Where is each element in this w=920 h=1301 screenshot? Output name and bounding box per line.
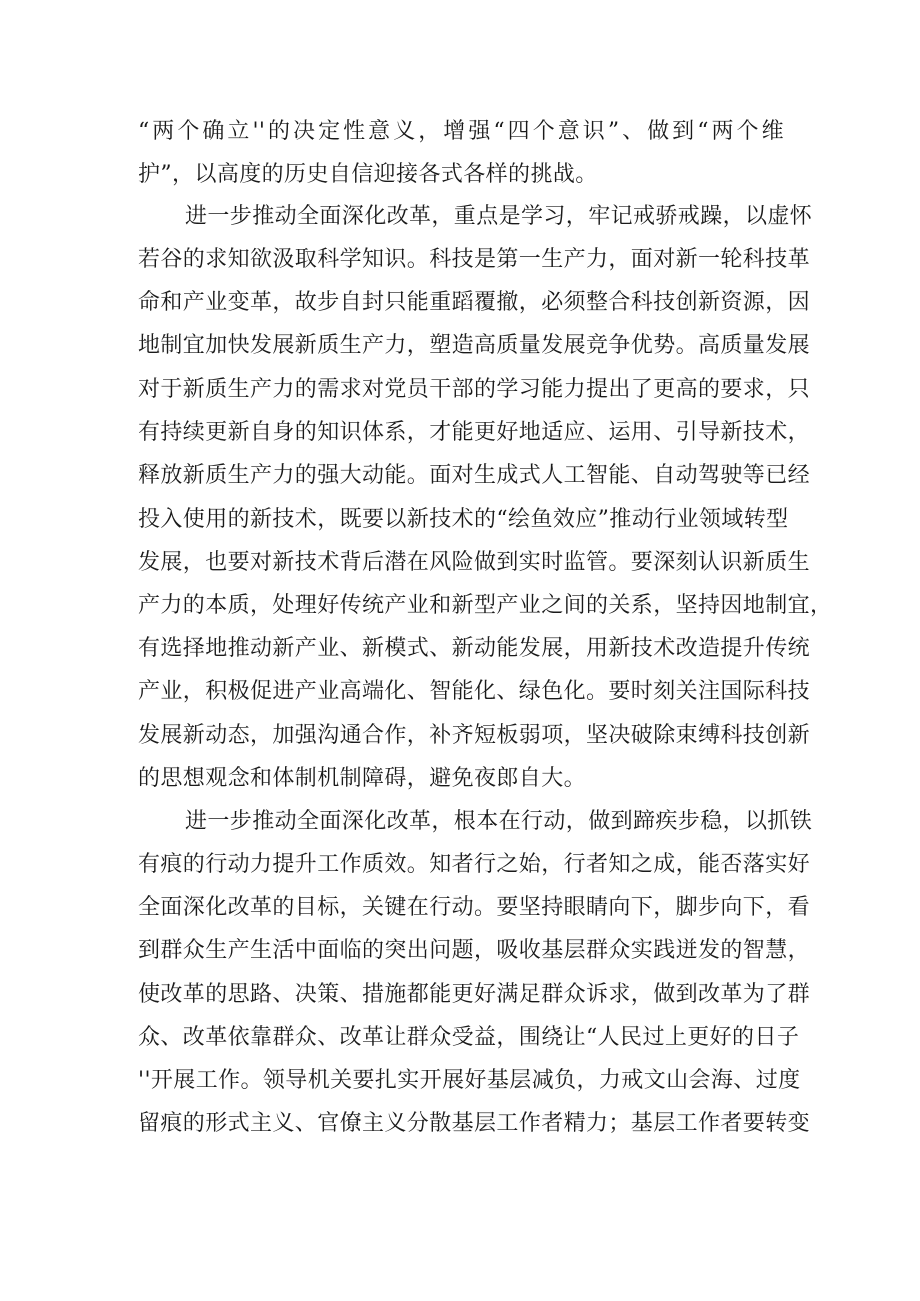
text-line: 释放新质生产力的强大动能。面对生成式人工智能、自动驾驶等已经 <box>138 463 811 488</box>
text-line: 有选择地推动新产业、新模式、新动能发展，用新技术改造提升传统 <box>138 636 811 661</box>
text-line: 若谷的求知欲汲取科学知识。科技是第一生产力，面对新一轮科技革 <box>138 247 811 272</box>
text-line: 的思想观念和体制机制障碍，避免夜郎自大。 <box>138 766 587 791</box>
text-line: 到群众生产生活中面临的突出问题，吸收基层群众实践迸发的智慧， <box>138 938 811 963</box>
text-line: 产业，积极促进产业高端化、智能化、绿色化。要时刻关注国际科技 <box>138 679 811 704</box>
text-line: 产力的本质，处理好传统产业和新型产业之间的关系，坚持因地制宜， <box>138 593 833 618</box>
text-line: “两个确立''的决定性意义，增强“四个意识”、做到“两个维 <box>138 119 784 144</box>
text-line: 全面深化改革的目标，关键在行动。要坚持眼睛向下，脚步向下，看 <box>138 895 811 920</box>
text-line: 发展新动态，加强沟通合作，补齐短板弱项，坚决破除束缚科技创新 <box>138 723 811 748</box>
text-line: 投入使用的新技术，既要以新技术的“绘鱼效应”推动行业领域转型 <box>138 507 789 532</box>
text-line: 发展，也要对新技术背后潜在风险做到实时监管。要深刻认识新质生 <box>138 550 811 575</box>
text-line: 众、改革依靠群众、改革让群众受益，围绕让“人民过上更好的日子 <box>138 1025 800 1050</box>
paragraph-first-line: 进一步推动全面深化改革，重点是学习，牢记戒骄戒躁，以虚怀 <box>185 204 813 229</box>
text-line: 有持续更新自身的知识体系，才能更好地适应、运用、引导新技术， <box>138 420 811 445</box>
text-line: ''开展工作。领导机关要扎实开展好基层减负，力戒文山会海、过度 <box>138 1068 801 1093</box>
text-line: 地制宜加快发展新质生产力，塑造高质量发展竞争优势。高质量发展 <box>138 333 811 358</box>
text-line: 有痕的行动力提升工作质效。知者行之始，行者知之成，能否落实好 <box>138 852 811 877</box>
text-line: 命和产业变革，故步自封只能重蹈覆撤，必须整合科技创新资源，因 <box>138 290 811 315</box>
text-line: 留痕的形式主义、官僚主义分散基层工作者精力；基层工作者要转变 <box>138 1111 811 1136</box>
text-line: 使改革的思路、决策、措施都能更好满足群众诉求，做到改革为了群 <box>138 982 811 1007</box>
paragraph-first-line: 进一步推动全面深化改革，根本在行动，做到蹄疾步稳，以抓铁 <box>185 809 813 834</box>
text-line: 对于新质生产力的需求对党员干部的学习能力提出了更高的要求，只 <box>138 377 811 402</box>
text-line: 护”，以高度的历史自信迎接各式各样的挑战。 <box>138 162 598 187</box>
